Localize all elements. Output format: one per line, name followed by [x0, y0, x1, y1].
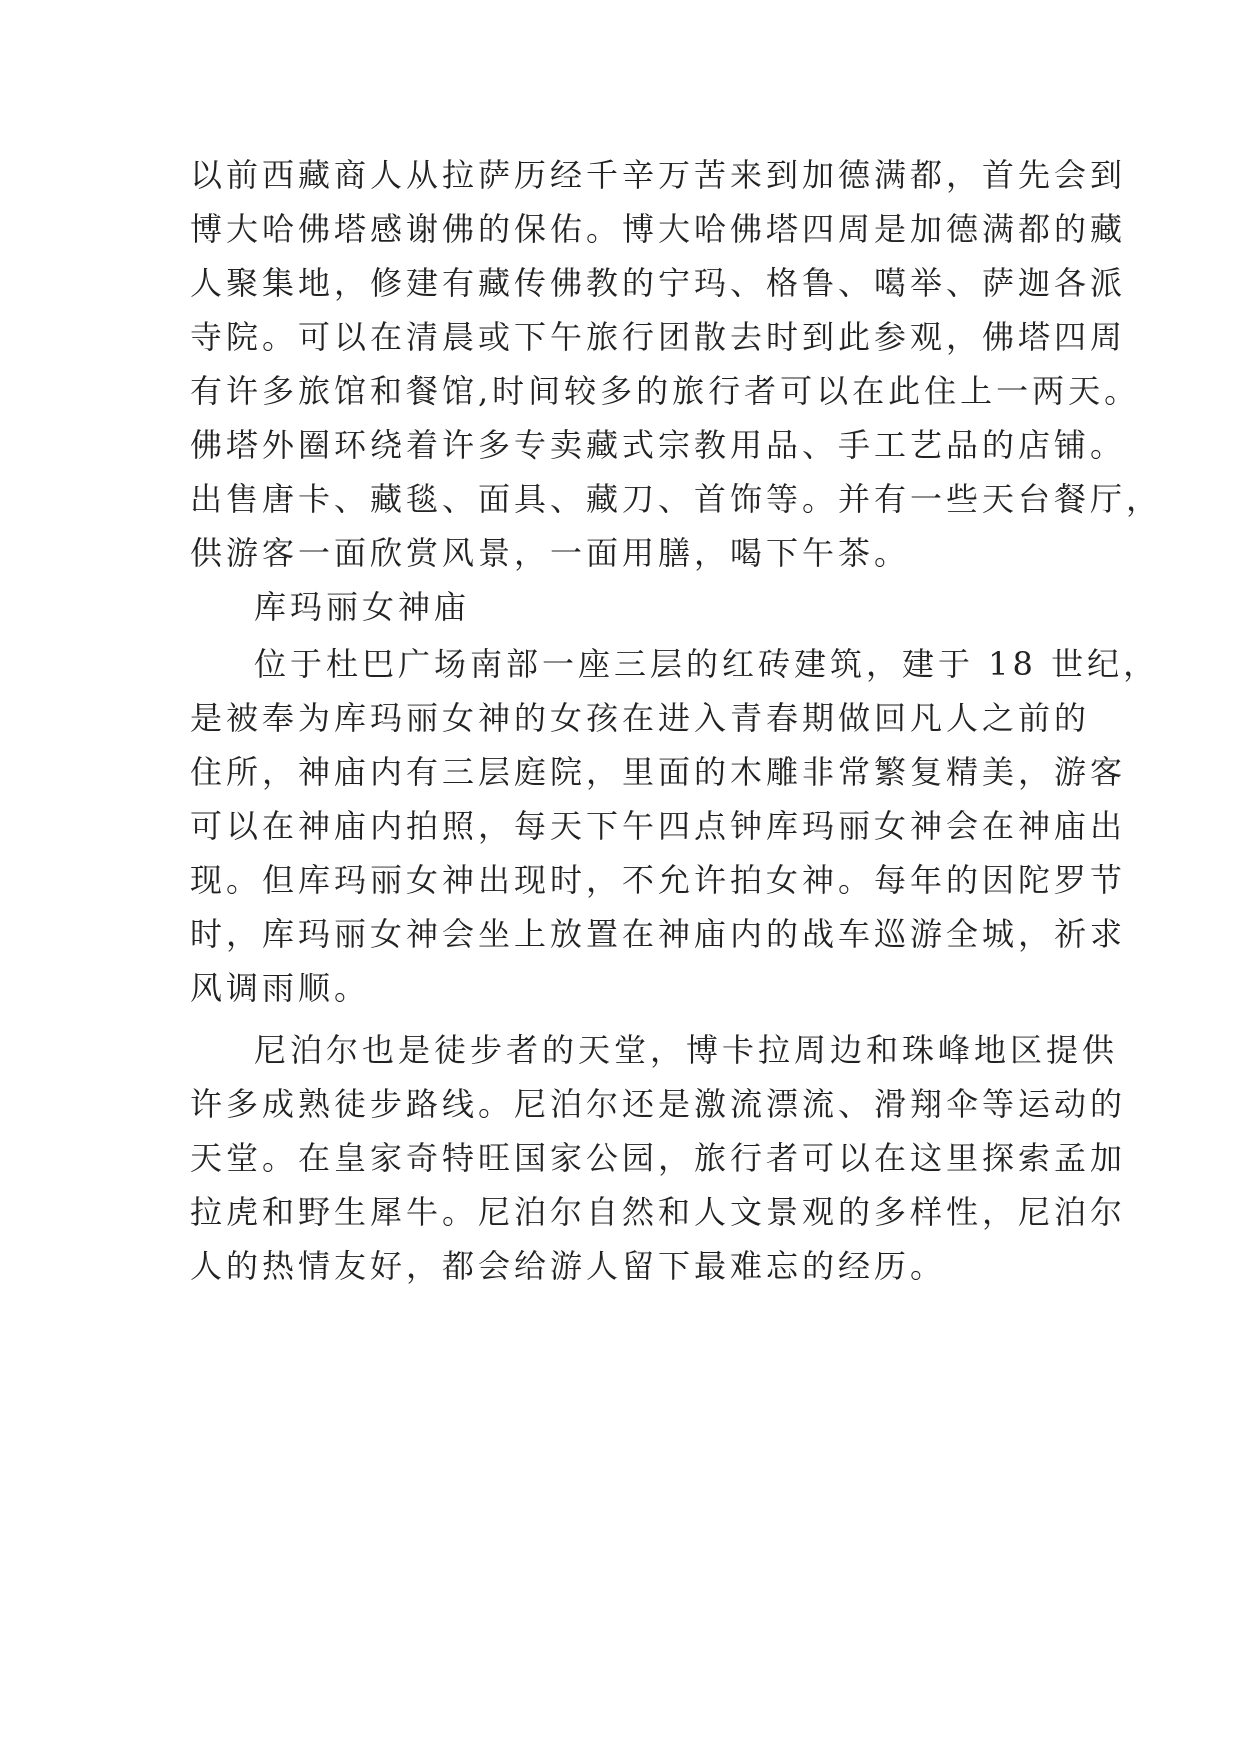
paragraph-line: 时，库玛丽女神会坐上放置在神庙内的战车巡游全城，祈求: [190, 915, 1127, 953]
paragraph-line: 可以在神庙内拍照，每天下午四点钟库玛丽女神会在神庙出: [190, 807, 1127, 845]
paragraph-line: 拉虎和野生犀牛。尼泊尔自然和人文景观的多样性，尼泊尔: [190, 1193, 1127, 1231]
paragraph-line: 现。但库玛丽女神出现时，不允许拍女神。每年的因陀罗节: [190, 861, 1127, 899]
paragraph-line: 供游客一面欣赏风景，一面用膳，喝下午茶。: [190, 534, 911, 572]
paragraph-line: 许多成熟徒步路线。尼泊尔还是激流漂流、滑翔伞等运动的: [190, 1085, 1127, 1123]
paragraph-line: 有许多旅馆和餐馆,时间较多的旅行者可以在此住上一两天。: [190, 372, 1141, 410]
paragraph-line: 是被奉为库玛丽女神的女孩在进入青春期做回凡人之前的: [190, 699, 1091, 737]
paragraph-line: 佛塔外圈环绕着许多专卖藏式宗教用品、手工艺品的店铺。: [190, 426, 1127, 464]
paragraph-line: 寺院。可以在清晨或下午旅行团散去时到此参观，佛塔四周: [190, 318, 1127, 356]
paragraph-line: 人聚集地，修建有藏传佛教的宁玛、格鲁、噶举、萨迦各派: [190, 264, 1127, 302]
paragraph-line: 出售唐卡、藏毯、面具、藏刀、首饰等。并有一些天台餐厅，: [190, 480, 1163, 518]
paragraph-line: 风调雨顺。: [190, 969, 371, 1007]
paragraph-line: 住所，神庙内有三层庭院，里面的木雕非常繁复精美，游客: [190, 753, 1127, 791]
paragraph-line: 位于杜巴广场南部一座三层的红砖建筑，建于 18 世纪，: [254, 645, 1160, 683]
paragraph-line: 尼泊尔也是徒步者的天堂，博卡拉周边和珠峰地区提供: [254, 1031, 1119, 1069]
paragraph-line: 博大哈佛塔感谢佛的保佑。博大哈佛塔四周是加德满都的藏: [190, 210, 1127, 248]
paragraph-line: 天堂。在皇家奇特旺国家公园，旅行者可以在这里探索孟加: [190, 1139, 1127, 1177]
section-heading: 库玛丽女神庙: [254, 588, 471, 626]
paragraph-line: 以前西藏商人从拉萨历经千辛万苦来到加德满都，首先会到: [190, 156, 1127, 194]
paragraph-line: 人的热情友好，都会给游人留下最难忘的经历。: [190, 1247, 947, 1285]
